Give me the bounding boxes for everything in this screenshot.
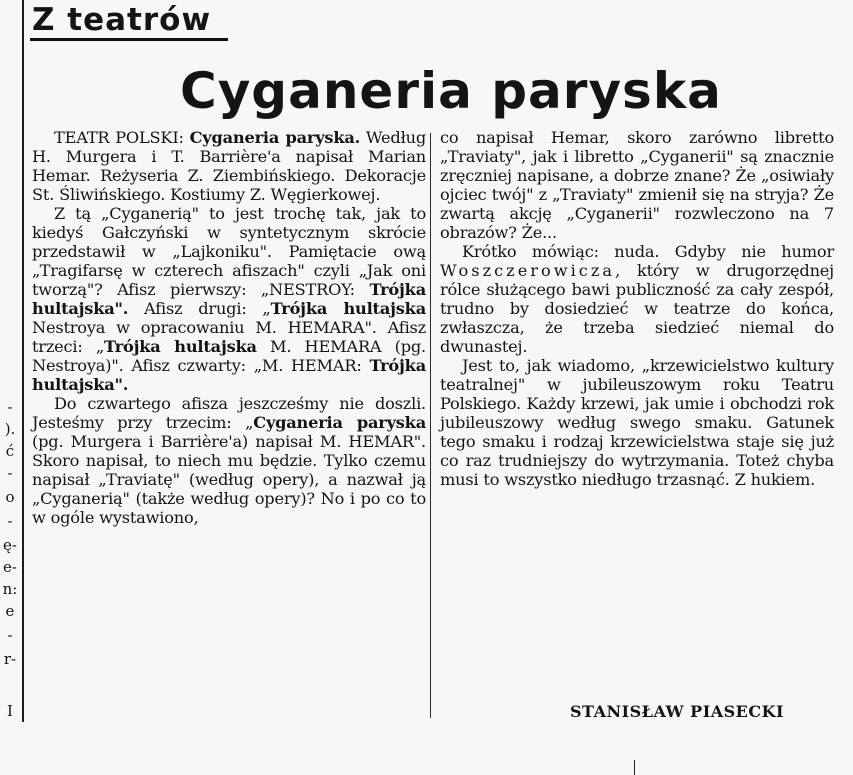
article-column-left <box>32 128 426 527</box>
margin-fragment: ę- <box>3 536 17 554</box>
paragraph <box>32 204 426 394</box>
text-run: Krótko mówiąc: nuda. Gdyby nie humor <box>462 242 834 261</box>
margin-fragment: ć <box>5 442 15 460</box>
paragraph: Jest to, jak wiadomo, „krzewicielstwo kultury teatralnej" w jubileuszowym roku Teatru Polskiego. Każdy krzewi, jak umie i obchodzi rok jubileuszowy według swego smaku. Gatunek tego smaku i rodzaj krzewicielstwa staje się już co raz trudniejszy do wytrzymania. Toteż chyba musi to wszystko niedługo trzasnąć. Z hukiem. <box>440 356 834 489</box>
section-heading-underline <box>30 38 228 41</box>
section-heading: Z teatrów <box>32 2 212 38</box>
play-title: Cyganeria paryska. <box>189 128 361 147</box>
actor-name: Woszczerowicza <box>440 261 616 280</box>
margin-fragment: ). <box>4 420 16 438</box>
bottom-rule-mark <box>634 760 635 775</box>
text-run: TEATR POLSKI: <box>54 128 190 147</box>
play-title: Trójka hultajska <box>104 337 257 356</box>
margin-fragment: e- <box>3 558 17 576</box>
play-title: Trójka hultajska <box>270 299 426 318</box>
text-run: , który w drugorzędnej rólce służącego bawi publiczność za cały zespół, trudno by dosiedzieć w teatrze do końca, zwłaszcza, że trzeba siedzieć niemal do dwunastej. <box>440 261 834 356</box>
play-title: Cyganeria paryska <box>253 413 426 432</box>
margin-fragment: o <box>5 488 15 506</box>
paragraph <box>440 242 834 356</box>
paragraph <box>32 128 426 204</box>
margin-fragment: - <box>7 512 13 530</box>
left-column-rule <box>22 0 24 722</box>
text-run: M. HEMARA (pg. Nestroya)". Afisz czwarty: „M. HEMAR: <box>32 337 427 375</box>
article-column-right <box>440 128 834 489</box>
column-divider <box>430 133 431 718</box>
text-run: Według H. Murgera i T. Barrière'a napisał Marian Hemar. Reżyseria Z. Ziembińskiego. Dekoracje St. Śliwińskiego. Kostiumy Z. Węgierkowej. <box>32 128 427 204</box>
text-run: (pg. Murgera i Barrière'a) napisał M. HEMAR". Skoro napisał, to niech mu będzie. Tylko czemu napisał „Traviatę" (według opery), a nazwał ją „Cyganerią" (także według opery)? No i po co to w ogóle wystawiono, <box>32 432 426 527</box>
text-run: Z tą „Cyganerią" to jest trochę tak, jak to kiedyś Gałczyński w syntetycznym skrócie przedstawił w „Lajkoniku". Pamiętacie ową „Tragifarsę w czterech afiszach" czyli „Jak oni tworzą"? Afisz pierwszy: „NESTROY: <box>32 204 426 299</box>
margin-fragment: - <box>7 398 13 416</box>
margin-fragment: e <box>5 602 15 620</box>
margin-fragment: r- <box>3 650 17 668</box>
play-title: Trójka hultajska". <box>32 356 426 394</box>
article-title: Cyganeria paryska <box>180 62 722 120</box>
margin-fragment: - <box>7 464 13 482</box>
text-run: Do czwartego afisza jeszcześmy nie doszli. Jesteśmy przy trzecim: „ <box>32 394 426 432</box>
text-run: Afisz drugi: „ <box>128 299 271 318</box>
author-signature: STANISŁAW PIASECKI <box>570 702 784 721</box>
margin-fragment: I <box>7 702 13 720</box>
play-title: Trójka hultajska". <box>32 280 426 318</box>
text-run: Nestroya w opracowaniu M. HEMARA". Afisz trzeci: „ <box>32 318 426 356</box>
margin-fragment: - <box>7 626 13 644</box>
margin-fragment: n: <box>2 580 18 598</box>
paragraph: co napisał Hemar, skoro zarówno libretto „Traviaty", jak i libretto „Cyganerii" są znacznie zręczniej napisane, a dobrze znane? Że „osiwiały ojciec twój" z „Traviaty" zmienił się na stryja? Że zwartą akcję „Cyganerii" rozwleczono na 7 obrazów? Że... <box>440 128 834 242</box>
paragraph <box>32 394 426 527</box>
